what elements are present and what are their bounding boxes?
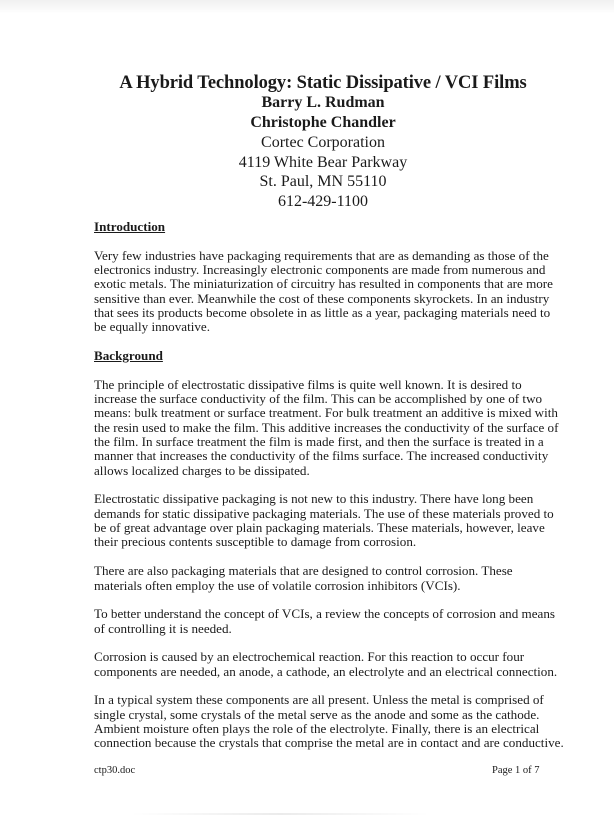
text-line: exotic metals. The miniaturization of circuitry has resulted in components that are more: [94, 276, 553, 292]
footer-page-number: Page 1 of 7: [492, 765, 540, 776]
document-body: [94, 219, 564, 765]
text-line: The principle of electrostatic dissipative films is quite well known. It is desired to: [94, 376, 522, 392]
paragraph: [94, 564, 554, 593]
text-line: their precious contents susceptible to damage from corrosion.: [94, 534, 417, 550]
text-line: of controlling it is needed.: [94, 620, 232, 636]
text-line: that sees its products become obsolete in as little as a year, packaging materials need to: [94, 305, 551, 321]
affiliation-line: 612-429-1100: [277, 192, 369, 210]
text-line: Corrosion is caused by an electrochemical reaction. For this reaction to occur four: [94, 649, 525, 665]
paragraph: [94, 649, 558, 679]
affiliation-line: Cortec Corporation: [261, 134, 385, 151]
text-line: components are needed, an anode, a cathode, an electrolyte and an electrical connection.: [94, 663, 558, 679]
section-heading-background: Background: [94, 348, 163, 364]
text-line: Electrostatic dissipative packaging is not new to this industry. There have long been: [94, 491, 534, 507]
author-name: Christophe Chandler: [250, 114, 396, 131]
text-line: materials often employ the use of volatile corrosion inhibitors (VCIs).: [94, 577, 461, 593]
text-line: the film. In surface treatment the film is made first, and then the surface is treated in a: [94, 434, 544, 450]
text-line: connection because the crystals that comprise the metal are in contact and are conductive.: [94, 735, 564, 751]
footer-filename: ctp30.doc: [94, 765, 136, 776]
document-header: [16, 73, 614, 211]
scan-artifact-bottom: [130, 813, 430, 815]
affiliation-line: 4119 White Bear Parkway: [238, 153, 408, 171]
document-title: A Hybrid Technology: Static Dissipative / VCI Films: [119, 73, 527, 93]
paragraph: [94, 492, 554, 549]
paragraph: [94, 692, 564, 751]
section-heading-introduction: Introduction: [94, 219, 166, 234]
author-name: Barry L. Rudman: [261, 94, 385, 111]
affiliation-line: St. Paul, MN 55110: [259, 173, 387, 190]
paragraph: [94, 249, 554, 335]
text-line: demands for static dissipative packaging materials. The use of these materials proved to: [94, 505, 554, 521]
paragraph: [94, 607, 554, 636]
text-line: allows localized charges to be dissipated.: [94, 462, 310, 478]
text-line: sensitive than ever. Meanwhile the cost of these components skyrockets. In an industry: [94, 290, 550, 306]
paragraph: [94, 376, 559, 478]
text-line: be of great advantage over plain packaging materials. These materials, however, leave: [94, 520, 545, 536]
text-line: increase the surface conductivity of the film. This can be accomplished by one of two: [94, 391, 543, 407]
text-line: manner that increases the conductivity of the films surface. The increased conductivity: [94, 448, 549, 464]
text-line: the resin used to make the film. This additive increases the conductivity of the surface of: [94, 419, 559, 435]
scan-shadow-top: [0, 0, 614, 14]
text-line: In a typical system these components are all present. Unless the metal is comprised of: [94, 692, 544, 708]
text-line: To better understand the concept of VCIs, a review the concepts of corrosion and means: [94, 606, 555, 622]
text-line: single crystal, some crystals of the metal serve as the anode and some as the cathode.: [94, 706, 540, 722]
text-line: Ambient moisture often plays the role of the electrolyte. Finally, there is an electrical: [94, 720, 540, 736]
text-line: be equally innovative.: [94, 319, 210, 335]
text-line: Very few industries have packaging requirements that are as demanding as those of the: [94, 247, 549, 263]
text-line: means: bulk treatment or surface treatment. For bulk treatment an additive is mixed with: [94, 405, 558, 421]
text-line: electronics industry. Increasingly electronic components are made from numerous and: [94, 261, 546, 277]
text-line: There are also packaging materials that are designed to control corrosion. These: [94, 563, 513, 579]
